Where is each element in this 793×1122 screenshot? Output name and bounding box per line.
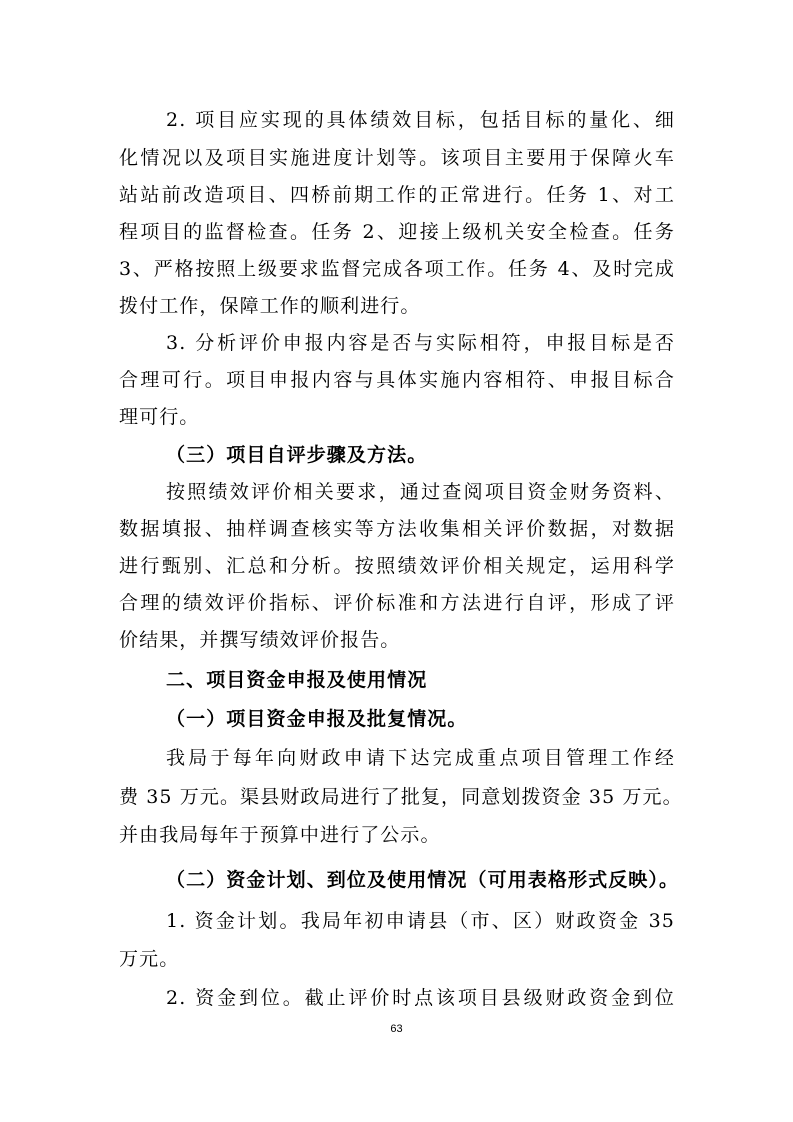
paragraph-line: 费 35 万元。渠县财政局进行了批复，同意划拨资金 35 万元。 — [119, 786, 683, 808]
paragraph-line: 2. 资金到位。截止评价时点该项目县级财政资金到位 — [166, 987, 675, 1009]
paragraph-line: 化情况以及项目实施进度计划等。该项目主要用于保障火车 — [119, 147, 675, 169]
paragraph-line: 理可行。 — [119, 406, 200, 428]
paragraph-line: 万元。 — [119, 948, 180, 970]
paragraph-line: 按照绩效评价相关要求，通过查阅项目资金财务资料、 — [166, 481, 675, 503]
section-heading-two: 二、项目资金申报及使用情况 — [166, 669, 428, 691]
paragraph-line: 我局于每年向财政申请下达完成重点项目管理工作经 — [166, 747, 675, 769]
paragraph-line: 3、严格按照上级要求监督完成各项工作。任务 4、及时完成 — [119, 258, 675, 280]
paragraph-line: 价结果，并撰写绩效评价报告。 — [119, 629, 401, 651]
paragraph-line: 进行甄别、汇总和分析。按照绩效评价相关规定，运用科学 — [119, 555, 675, 577]
paragraph-line: 3. 分析评价申报内容是否与实际相符，申报目标是否 — [166, 332, 675, 354]
paragraph-line: 数据填报、抽样调查核实等方法收集相关评价数据，对数据 — [119, 518, 675, 540]
paragraph-line: 拨付工作，保障工作的顺利进行。 — [119, 295, 421, 317]
paragraph-line: 合理可行。项目申报内容与具体实施内容相符、申报目标合 — [119, 369, 675, 391]
paragraph-line: 程项目的监督检查。任务 2、迎接上级机关安全检查。任务 — [119, 221, 675, 243]
subsection-heading-two: （二）资金计划、到位及使用情况（可用表格形式反映）。 — [166, 869, 680, 891]
paragraph-line: 2. 项目应实现的具体绩效目标，包括目标的量化、细 — [166, 109, 675, 131]
page-number: 63 — [390, 1023, 403, 1035]
paragraph-line: 1. 资金计划。我局年初申请县（市、区）财政资金 35 — [166, 910, 675, 932]
subsection-heading-steps: （三）项目自评步骤及方法。 — [166, 444, 428, 466]
paragraph-line: 并由我局每年于预算中进行了公示。 — [119, 824, 441, 846]
paragraph-line: 站站前改造项目、四桥前期工作的正常进行。任务 1、对工 — [119, 184, 675, 206]
subsection-heading-one: （一）项目资金申报及批复情况。 — [166, 708, 468, 730]
paragraph-line: 合理的绩效评价指标、评价标准和方法进行自评，形成了评 — [119, 592, 675, 614]
